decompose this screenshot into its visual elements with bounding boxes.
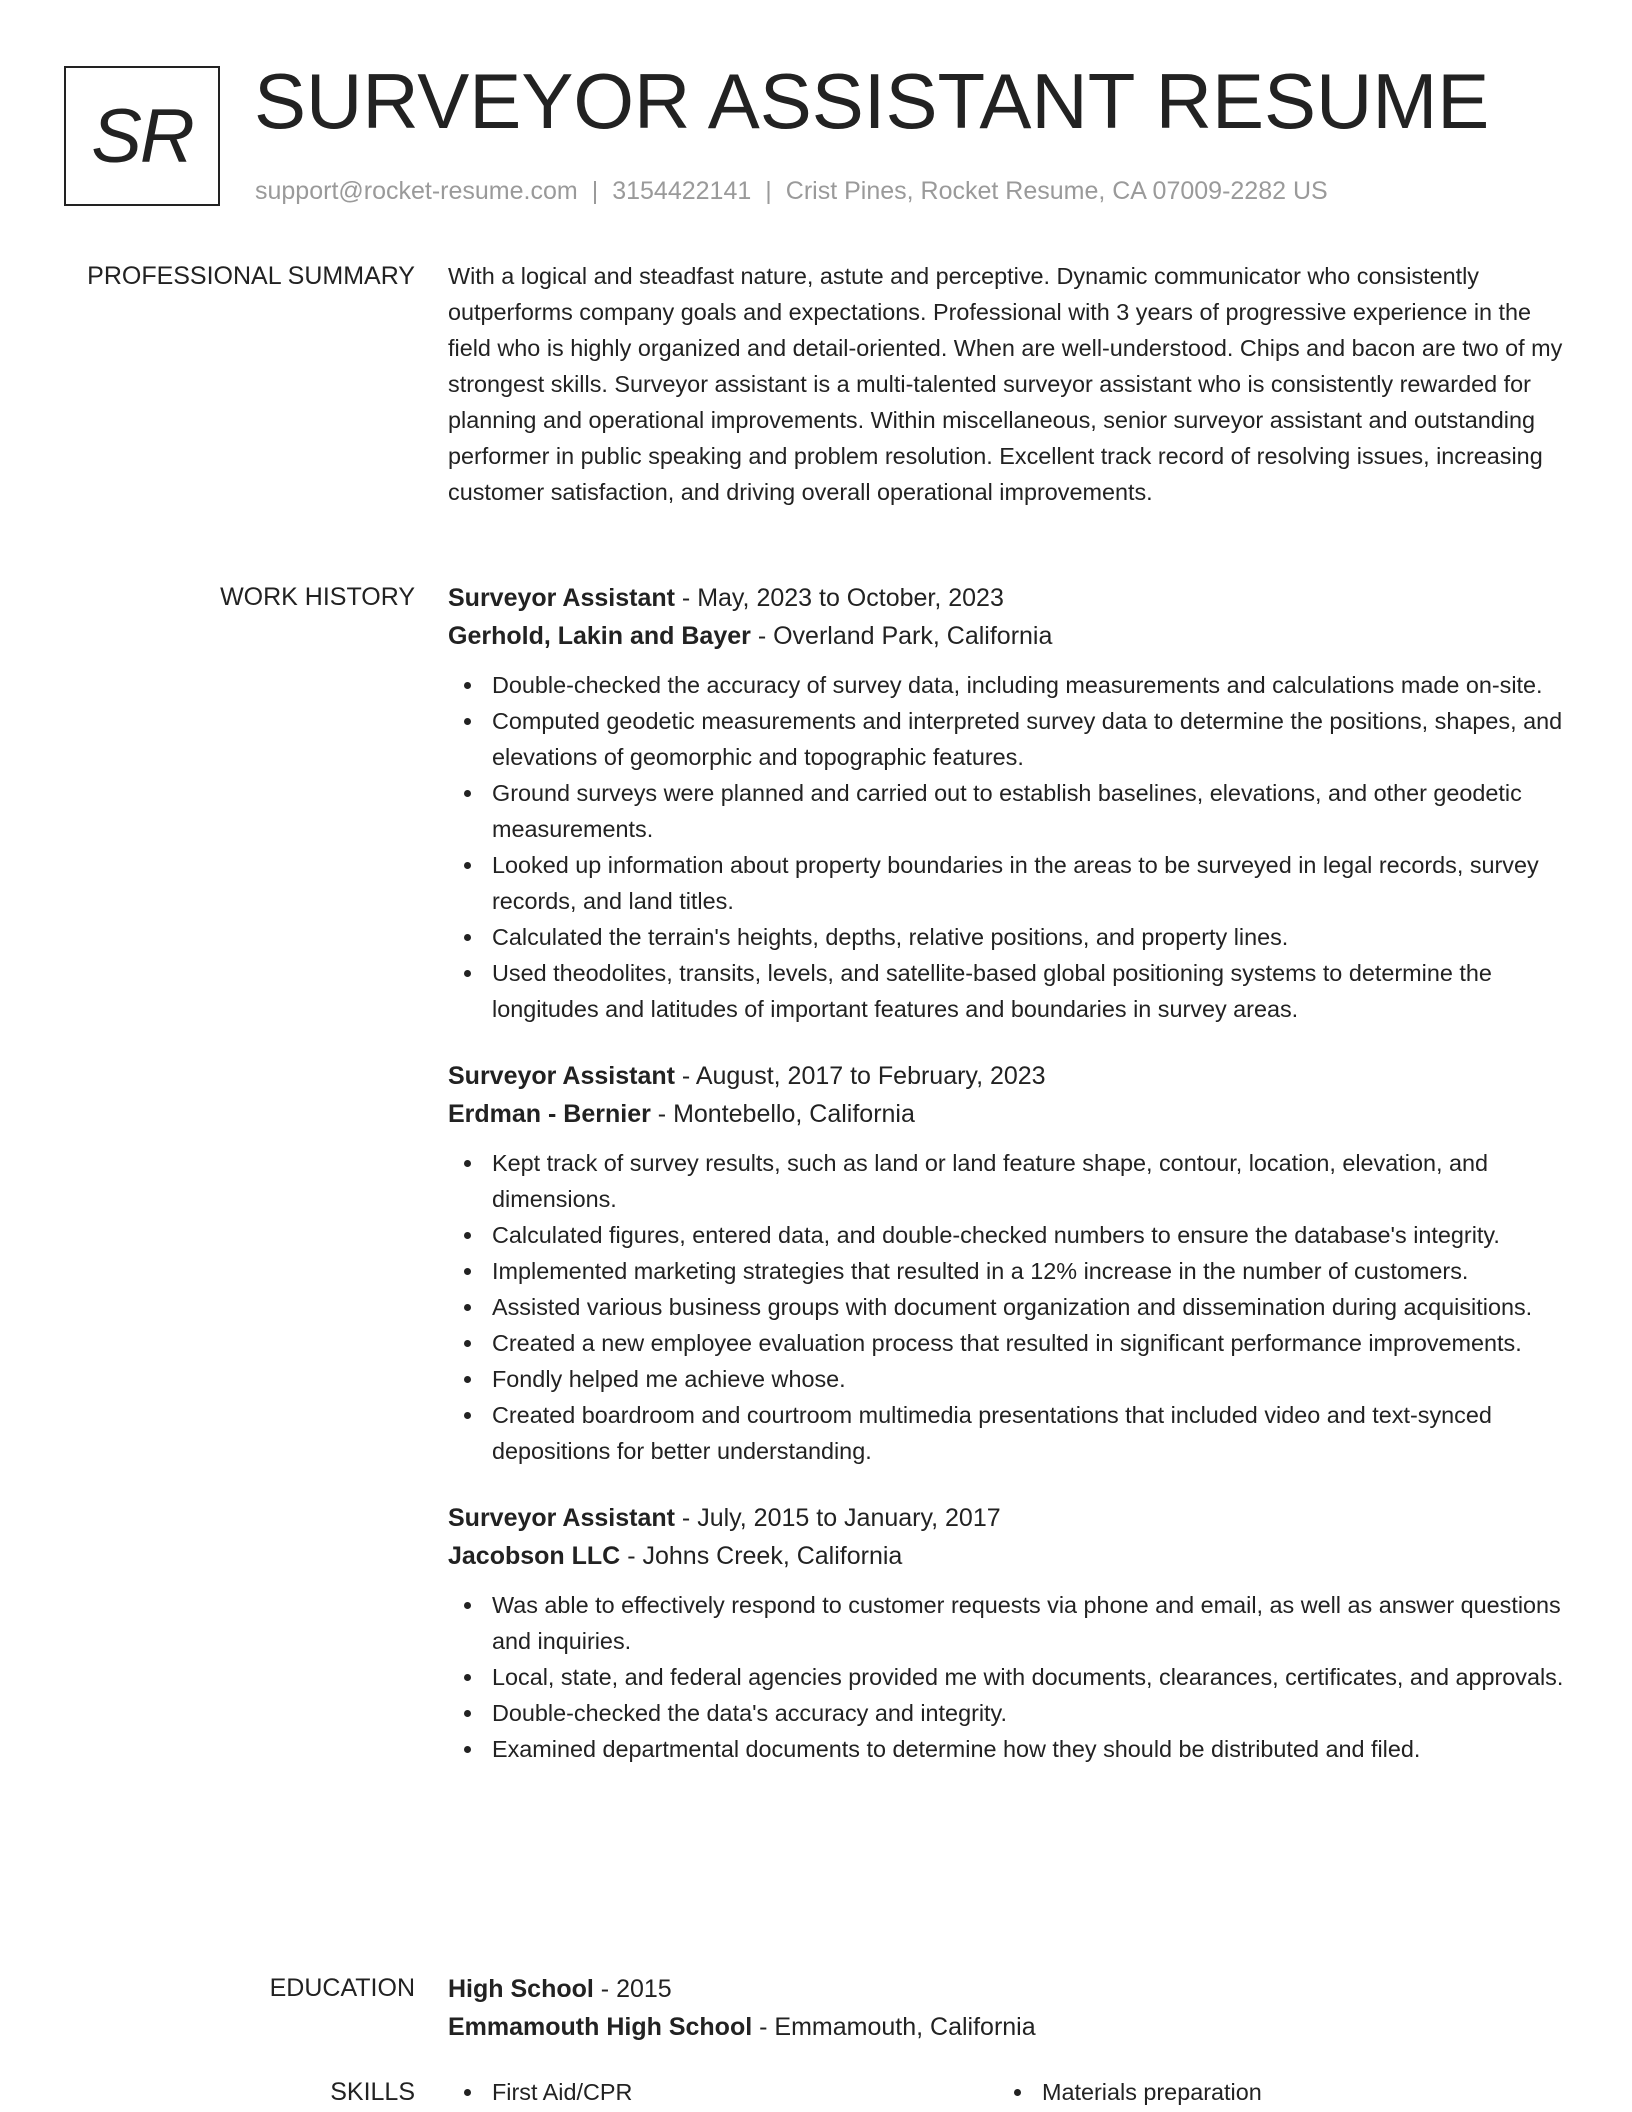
education-label: EDUCATION	[269, 1974, 415, 2002]
job-bullets	[448, 1587, 1566, 1767]
job-location: Johns Creek, California	[642, 1542, 903, 1570]
job-bullet: Created a new employee evaluation process that resulted in significant performance improvements.	[448, 1325, 1566, 1361]
skill-item: Materials preparation	[998, 2074, 1548, 2110]
education-degree-line	[448, 1970, 1566, 2008]
education-degree: High School	[448, 1975, 594, 2003]
job-location: Montebello, California	[673, 1100, 915, 1128]
dash: -	[681, 1062, 691, 1090]
job-bullet: Calculated the terrain's heights, depths, relative positions, and property lines.	[448, 919, 1566, 955]
job-dates: August, 2017 to February, 2023	[695, 1062, 1046, 1090]
job-title: Surveyor Assistant	[448, 1062, 675, 1090]
job-bullet: Calculated figures, entered data, and double-checked numbers to ensure the database's integrity.	[448, 1217, 1566, 1253]
job-bullet: Used theodolites, transits, levels, and satellite-based global positioning systems to determine the longitudes and latitudes of important features and boundaries in survey areas.	[448, 955, 1566, 1027]
dash: -	[757, 622, 767, 650]
dash: -	[759, 2013, 768, 2041]
contact-separator: |	[591, 177, 599, 205]
summary-label: PROFESSIONAL SUMMARY	[87, 262, 415, 290]
education-school-line	[448, 2008, 1566, 2046]
job-bullets	[448, 1145, 1566, 1469]
job-entry	[448, 1057, 1566, 1469]
dash: -	[681, 1504, 691, 1532]
dash: -	[600, 1975, 610, 2003]
contact-address: Crist Pines, Rocket Resume, CA 07009-2282 US	[785, 177, 1328, 205]
job-bullet: Looked up information about property boundaries in the areas to be surveyed in legal records, survey records, and land titles.	[448, 847, 1566, 919]
job-location: Overland Park, California	[773, 622, 1053, 650]
job-company-line	[448, 1095, 1566, 1133]
job-company: Erdman - Bernier	[448, 1100, 651, 1128]
education-school: Emmamouth High School	[448, 2013, 753, 2041]
job-entry	[448, 1499, 1566, 1767]
summary-text: With a logical and steadfast nature, astute and perceptive. Dynamic communicator who consistently outperforms company goals and expectations. Professional with 3 years of progressive experience in the field who is highly organized and detail-oriented. When are well-understood. Chips and bacon are two of my strongest skills. Surveyor assistant is a multi-talented surveyor assistant who is consistently rewarded for planning and operational improvements. Within miscellaneous, senior surveyor assistant and outstanding performer in public speaking and problem resolution. Excellent track record of resolving issues, increasing customer satisfaction, and driving overall operational improvements.	[448, 263, 1563, 505]
job-bullet: Ground surveys were planned and carried out to establish baselines, elevations, and other geodetic measurements.	[448, 775, 1566, 847]
job-company: Gerhold, Lakin and Bayer	[448, 622, 751, 650]
work-history-label: WORK HISTORY	[220, 583, 415, 611]
job-bullet: Implemented marketing strategies that resulted in a 12% increase in the number of customers.	[448, 1253, 1566, 1289]
contact-separator: |	[765, 177, 772, 205]
job-title-line	[448, 1499, 1566, 1537]
job-bullets	[448, 667, 1566, 1027]
job-bullet: Computed geodetic measurements and interpreted survey data to determine the positions, shapes, and elevations of geomorphic and topographic features.	[448, 703, 1566, 775]
job-company: Jacobson LLC	[448, 1542, 621, 1570]
dash: -	[681, 584, 691, 612]
skill-item: First Aid/CPR	[448, 2074, 998, 2110]
summary-body	[448, 258, 1566, 510]
skills-body	[448, 2074, 1566, 2110]
job-company-line	[448, 1537, 1566, 1575]
job-dates: May, 2023 to October, 2023	[697, 584, 1004, 612]
skills-label: SKILLS	[330, 2078, 415, 2106]
job-bullet: Examined departmental documents to determine how they should be distributed and filed.	[448, 1731, 1566, 1767]
dash: -	[657, 1100, 667, 1128]
job-bullet: Kept track of survey results, such as land or land feature shape, contour, location, elevation, and dimensions.	[448, 1145, 1566, 1217]
job-dates: July, 2015 to January, 2017	[697, 1504, 1001, 1532]
job-bullet: Was able to effectively respond to customer requests via phone and email, as well as answer questions and inquiries.	[448, 1587, 1566, 1659]
job-bullet: Fondly helped me achieve whose.	[448, 1361, 1566, 1397]
contact-phone[interactable]: 3154422141	[612, 177, 752, 205]
job-bullet: Double-checked the data's accuracy and integrity.	[448, 1695, 1566, 1731]
dash: -	[627, 1542, 636, 1570]
education-body	[448, 1970, 1566, 2046]
resume-title: SURVEYOR ASSISTANT RESUME	[254, 57, 1490, 145]
job-bullet: Local, state, and federal agencies provided me with documents, clearances, certificates, and approvals.	[448, 1659, 1566, 1695]
work-history-body	[448, 579, 1566, 1797]
monogram-logo: SR	[64, 66, 220, 206]
job-title-line	[448, 1057, 1566, 1095]
job-company-line	[448, 617, 1566, 655]
job-bullet: Created boardroom and courtroom multimedia presentations that included video and text-synced depositions for better understanding.	[448, 1397, 1566, 1469]
skills-list	[448, 2074, 1566, 2110]
job-bullet: Assisted various business groups with document organization and dissemination during acquisitions.	[448, 1289, 1566, 1325]
job-entry	[448, 579, 1566, 1027]
job-title: Surveyor Assistant	[448, 584, 675, 612]
education-year: 2015	[616, 1975, 672, 2003]
job-bullet: Double-checked the accuracy of survey data, including measurements and calculations made on-site.	[448, 667, 1566, 703]
contact-line	[255, 174, 1328, 208]
education-location: Emmamouth, California	[774, 2013, 1036, 2041]
job-title-line	[448, 579, 1566, 617]
contact-email[interactable]: support@rocket-resume.com	[255, 177, 578, 205]
job-title: Surveyor Assistant	[448, 1504, 675, 1532]
